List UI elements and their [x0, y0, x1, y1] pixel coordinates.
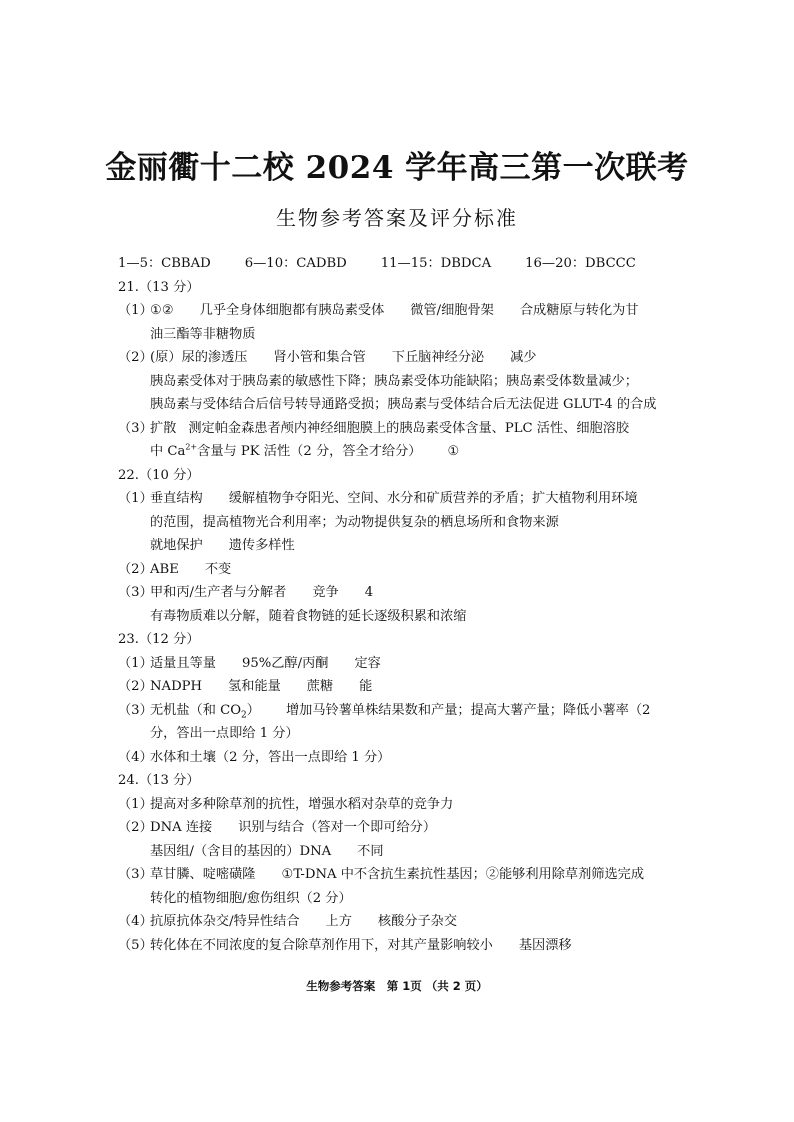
answer-content	[118, 252, 698, 957]
q24-part4: （4）抗原抗体杂交/特异性结合 上方 核酸分子杂交	[118, 914, 458, 929]
choice-11-15: 11—15：DBDCA	[380, 256, 492, 271]
q23-part2: （2）NADPH 氢和能量 蔗糖 能	[118, 679, 373, 694]
page-subtitle: 生物参考答案及评分标准	[276, 206, 518, 230]
q22-part2: （2）ABE 不变	[118, 561, 232, 577]
q21-part3: （3）扩散 测定帕金森患者颅内神经细胞膜上的胰岛素受体含量、PLC 活性、细胞溶胶	[118, 420, 630, 436]
q21-part2-line3: 胰岛素与受体结合后信号转导通路受损；胰岛素与受体结合后无法促进 GLUT-4 的合成	[150, 397, 657, 412]
q24-part3-line2: 转化的植物细胞/愈伤组织（2 分）	[150, 890, 352, 906]
q21-part1: （1）①② 几乎全身体细胞都有胰岛素受体 微管/细胞骨架 合成糖原与转化为甘	[118, 303, 639, 318]
q22-part3: （3）甲和丙/生产者与分解者 竞争 4	[118, 585, 374, 600]
q23-part3-line2: 分，答出一点即给 1 分）	[150, 726, 299, 741]
q22-part1: （1）垂直结构 缓解植物争夺阳光、空间、水分和矿质营养的矛盾；扩大植物利用环境	[118, 491, 638, 506]
page-title: 金丽衢十二校 2024 学年高三第一次联考	[105, 150, 689, 186]
q22-heading: 22.（10 分）	[118, 467, 200, 483]
q24-part5: （5）转化体在不同浓度的复合除草剂作用下，对其产量影响较小 基因漂移	[118, 937, 572, 953]
q23-part3: （3）无机盐（和 $CO_2$） 增加马铃薯单株结果数和产量；提高大薯产量；降低小薯率（2	[118, 702, 651, 721]
q23-part4: （4）水体和土壤（2 分，答出一点即给 1 分）	[118, 749, 391, 765]
q21-part2: （2）(原）尿的渗透压 肾小管和集合管 下丘脑神经分泌 减少	[118, 350, 537, 365]
q24-part1: （1）提高对多种除草剂的抗性，增强水稻对杂草的竞争力	[118, 796, 454, 812]
q22-part1-line3: 就地保护 遗传多样性	[150, 538, 295, 553]
q21-part1-cont: 油三酯等非糖物质	[150, 326, 256, 342]
choice-1-5: 1—5：CBBAD	[118, 256, 211, 271]
choice-6-10: 6—10：CADBD	[244, 256, 347, 271]
q21-part2-line2: 胰岛素受体对于胰岛素的敏感性下降；胰岛素受体功能缺陷；胰岛素受体数量减少；	[150, 373, 638, 389]
q22-part1-line2: 的范围，提高植物光合利用率；为动物提供复杂的栖息场所和食物来源	[150, 514, 559, 530]
q22-part3-line2: 有毒物质难以分解，随着食物链的延长逐级积累和浓缩	[150, 608, 467, 624]
q23-heading: 23.（12 分）	[118, 632, 200, 647]
page-footer: 生物参考答案 第 1页 （共 2 页）	[306, 979, 488, 993]
choice-16-20: 16—20：DBCCC	[525, 256, 636, 271]
q21-heading: 21.（13 分）	[118, 279, 200, 295]
q24-part3: （3）草甘膦、啶嘧磺隆 ①T-DNA 中不含抗生素抗性基因；②能够利用除草剂筛选完成	[118, 867, 645, 882]
q24-heading: 24.（13 分）	[118, 773, 200, 788]
q24-part2-line2: 基因组/（含目的基因的）DNA 不同	[150, 843, 384, 859]
q21-part3-line2: 中 $Ca^{2+}$含量与 PK 活性（2 分，答全才给分） ①	[150, 442, 460, 459]
q24-part2: （2）DNA 连接 识别与结合（答对一个即可给分）	[118, 820, 437, 835]
choice-answers	[118, 252, 698, 276]
q23-part1: （1）适量且等量 95%乙醇/丙酮 定容	[118, 655, 381, 671]
